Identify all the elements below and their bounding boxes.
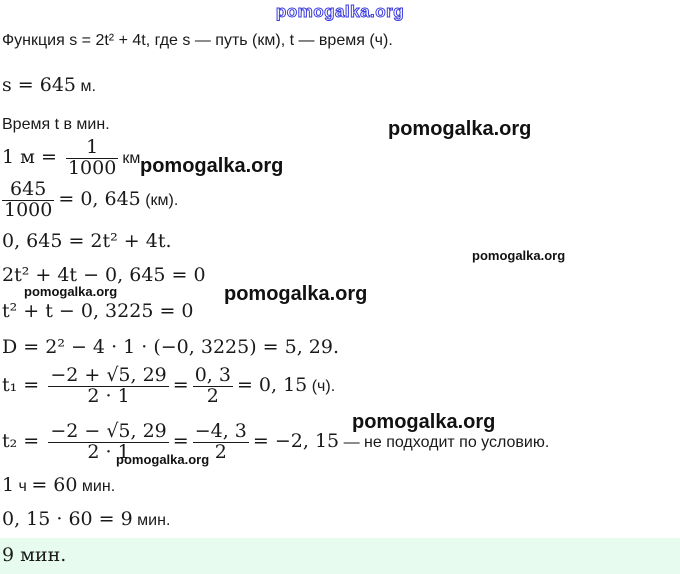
- fraction-numerator: −2 − √5, 29: [50, 420, 167, 442]
- km-unit: (км).: [140, 191, 179, 209]
- watermark: pomogalka.org: [224, 283, 368, 305]
- root-1-unit: (ч).: [307, 377, 336, 395]
- root-2-note: — не подходит по условию.: [339, 433, 550, 451]
- minutes-formula: 0, 15 · 60 = 9: [2, 508, 133, 530]
- km-conversion-line: [2, 180, 178, 221]
- minute-unit: мин.: [77, 478, 116, 495]
- fraction-numerator: 1: [86, 136, 99, 158]
- conversion-left: 1 м =: [2, 145, 57, 168]
- watermark: pomogalka.org: [140, 155, 284, 177]
- distance-formula: s = 645: [2, 74, 77, 96]
- equation-1: 0, 645 = 2t² + 4t.: [2, 230, 172, 252]
- minutes-calculation: [2, 508, 170, 530]
- root-1-fraction-a: [48, 366, 168, 407]
- equation-3: t² + t − 0, 3225 = 0: [2, 300, 194, 322]
- watermark: pomogalka.org: [352, 411, 496, 433]
- root-2-value: = −2, 15: [252, 429, 340, 452]
- conversion-line: [2, 138, 145, 179]
- fraction-denominator: 1000: [4, 198, 53, 221]
- km-fraction: [2, 180, 54, 221]
- fraction-denominator: 2 · 1: [48, 386, 168, 407]
- hour-number: 1: [2, 474, 15, 496]
- root-1-value: = 0, 15: [236, 373, 308, 396]
- answer-text: 9 мин.: [2, 544, 67, 566]
- conversion-unit: км.: [122, 149, 145, 167]
- fraction-denominator: 2 · 1: [48, 442, 168, 463]
- distance-unit: м.: [76, 78, 96, 95]
- root-1-line: [2, 366, 335, 407]
- fraction-numerator: −2 + √5, 29: [50, 364, 167, 386]
- watermark: pomogalka.org: [116, 452, 210, 467]
- equation-2: 2t² + 4t − 0, 645 = 0: [2, 264, 206, 286]
- problem-statement: Функция s = 2t² + 4t, где s — путь (км), t — время (ч).: [2, 32, 393, 49]
- hour-value: = 60: [31, 474, 78, 496]
- root-1-left: t₁ =: [2, 373, 40, 396]
- fraction-numerator: 0, 3: [194, 364, 231, 386]
- distance-line: [2, 74, 96, 96]
- minutes-unit: мин.: [132, 512, 171, 529]
- watermark: pomogalka.org: [472, 248, 566, 263]
- root-1-fraction-b: [193, 366, 233, 407]
- root-2-equals: =: [172, 429, 189, 452]
- discriminant: D = 2² − 4 · 1 · (−0, 3225) = 5, 29.: [2, 336, 339, 358]
- fraction-denominator: 1000: [67, 156, 117, 179]
- root-2-left: t₂ =: [2, 429, 40, 452]
- hour-unit: ч: [14, 478, 32, 495]
- watermark: pomogalka.org: [388, 118, 532, 140]
- watermark: pomogalka.org: [24, 284, 118, 299]
- root-1-equals: =: [172, 373, 189, 396]
- fraction-numerator: 645: [10, 178, 47, 200]
- fraction-numerator: −4, 3: [194, 420, 247, 442]
- fraction-denominator: 2: [193, 386, 233, 407]
- conversion-fraction: [66, 138, 118, 179]
- fraction-denominator: 2: [193, 442, 249, 463]
- site-link[interactable]: pomogalka.org: [275, 2, 405, 21]
- answer-box: [0, 538, 680, 574]
- time-note: Время t в мин.: [2, 116, 110, 133]
- hour-conversion: [2, 474, 115, 496]
- km-result: = 0, 645: [58, 187, 141, 210]
